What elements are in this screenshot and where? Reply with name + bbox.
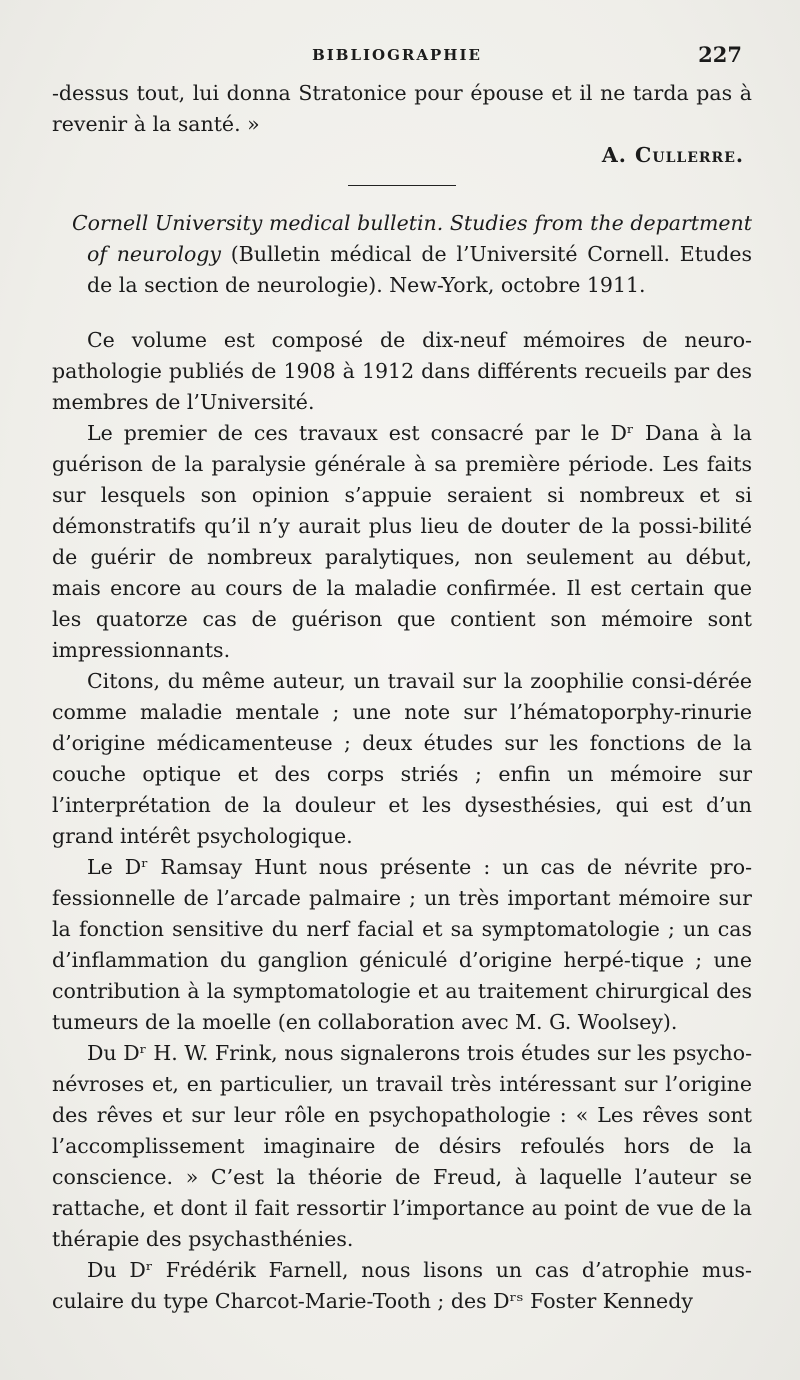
bibliographic-entry: [52, 208, 752, 301]
paragraph-5: Du Dʳ H. W. Frink, nous signalerons trois études sur les psycho-névroses et, en particulier, un travail très intéressant sur l’origine des rêves et sur leur rôle en psychopathologie : « Les rêves sont l’accomplissement imaginaire de désirs refoulés hors de la conscience. » C’est la théorie de Freud, à laquelle l’auteur se rattache, et dont il fait ressortir l’importance au point de vue de la thérapie des psychasthénies.: [52, 1041, 752, 1251]
continuation-paragraph: -dessus tout, lui donna Stratonice pour épouse et il ne tarda pas à revenir à la santé. »: [52, 81, 752, 136]
section-divider: [348, 185, 456, 186]
paragraph-2: Le premier de ces travaux est consacré par le Dʳ Dana à la guérison de la paralysie générale à sa première période. Les faits sur lesquels son opinion s’appuie seraient si nombreux et si démonstratifs qu’il n’y aurait plus lieu de douter de la possi-bilité de guérir de nombreux paralytiques, non seulement au début, mais encore au cours de la maladie confirmée. Il est certain que les quatorze cas de guérison que contient son mémoire sont impressionnants.: [52, 421, 752, 662]
paragraph-1: Ce volume est composé de dix-neuf mémoires de neuro-pathologie publiés de 1908 à 1912 dans différents recueils par des membres de l’Université.: [52, 328, 752, 414]
page-header: [52, 42, 742, 76]
entry-title: Cornell University medical bulletin. Studies from the department of neurology: [72, 211, 752, 266]
paragraph-3: Citons, du même auteur, un travail sur la zoophilie consi-dérée comme maladie mentale ; une note sur l’hématoporphy-rinurie d’origine médicamenteuse ; deux études sur les fonctions de la couche optique et des corps striés ; enfin un mémoire sur l’interprétation de la douleur et les dysesthésies, qui est d’un grand intérêt psychologique.: [52, 669, 752, 848]
running-head: BIBLIOGRAPHIE: [312, 46, 482, 64]
paragraph-6: Du Dʳ Frédérik Farnell, nous lisons un cas d’atrophie mus-culaire du type Charcot-Marie-Tooth ; des Dʳˢ Foster Kennedy: [52, 1258, 752, 1313]
body-text: [52, 78, 752, 1317]
paragraph-4: Le Dʳ Ramsay Hunt nous présente : un cas de névrite pro-fessionnelle de l’arcade palmaire ; un très important mémoire sur la fonction sensitive du nerf facial et sa symptomatologie ; un cas d’inflammation du ganglion géniculé d’origine herpé-tique ; une contribution à la symptomatologie et au traitement chirurgical des tumeurs de la moelle (en collaboration avec M. G. Woolsey).: [52, 855, 752, 1034]
page-number: 227: [698, 42, 742, 67]
author-signature: A. Cullerre.: [601, 143, 744, 167]
entry-details: (Bulletin médical de l’Université Cornell. Etudes de la section de neurologie). New-York, octobre 1911.: [87, 242, 752, 297]
